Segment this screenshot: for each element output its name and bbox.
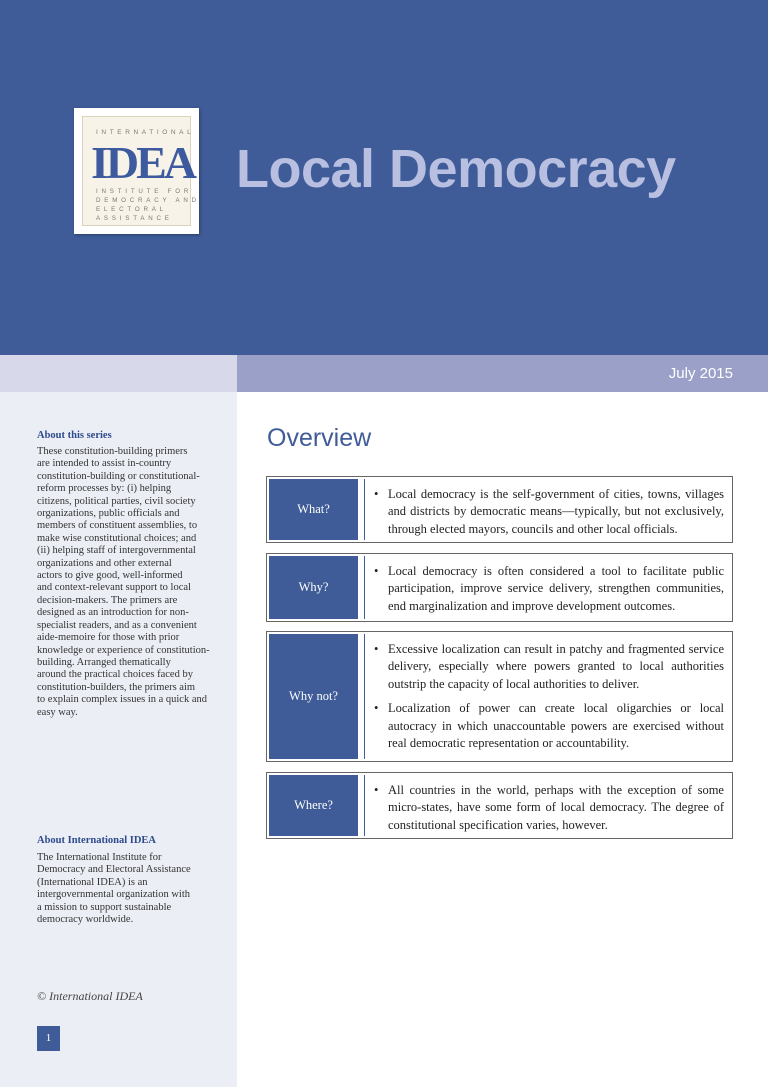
sidebar-text-line: and context-relevant support to local xyxy=(37,582,191,594)
sidebar-text-line: knowledge or experience of constitution- xyxy=(37,644,210,656)
sidebar-text-line: The International Institute for xyxy=(37,852,162,863)
row-label: Where? xyxy=(269,775,358,836)
header-banner xyxy=(0,0,768,355)
sidebar-text-line: decision-makers. The primers are xyxy=(37,594,178,606)
copyright: © International IDEA xyxy=(37,989,143,1003)
row-content xyxy=(364,479,730,540)
sidebar-text-line: members of constituent assemblies, to xyxy=(37,520,198,532)
sidebar-text-line: constitution-builders, the primers aim xyxy=(37,681,196,693)
row-label: What? xyxy=(269,479,358,540)
sidebar-text-line: democracy worldwide. xyxy=(37,914,134,926)
sidebar-text-line: specialist readers, and as a convenient xyxy=(37,619,197,631)
sidebar xyxy=(0,392,237,1087)
sidebar-text-line: citizens, political parties, civil society xyxy=(37,495,196,507)
logo-line-2: DEMOCRACY AND xyxy=(96,197,200,204)
sidebar-text-line: intergovernmental organization with xyxy=(37,889,190,901)
row-label: Why not? xyxy=(269,634,358,759)
bullet-text: • Local democracy is the self-government of cities, towns, villages and districts by democratic means—typically, but not exclusively, through elected mayors, councils and other local officials. xyxy=(372,486,724,538)
series-description xyxy=(37,446,227,719)
sidebar-text-line: constitution-building or constitutional- xyxy=(37,470,200,482)
sidebar-text-line: building. Arranged thematically xyxy=(37,656,171,668)
sidebar-text-line: aide-memoire for those with prior xyxy=(37,632,180,644)
logo-line-3: ELECTORAL xyxy=(96,206,167,213)
sidebar-text-line: organizations and other external xyxy=(37,557,172,569)
date-band-left xyxy=(0,355,237,392)
sidebar-text-line: These constitution-building primers xyxy=(37,446,188,457)
series-heading: About this series xyxy=(37,430,112,441)
logo-international: INTERNATIONAL xyxy=(96,129,195,136)
bullet-text: • All countries in the world, perhaps with the exception of some micro-states, have some form of local democracy. The degree of constitutional specification varies, however. xyxy=(372,782,724,834)
sidebar-text-line: (International IDEA) is an xyxy=(37,876,148,888)
logo-panel xyxy=(82,116,200,226)
sidebar-text-line: are intended to assist in-country xyxy=(37,458,172,470)
date-band xyxy=(237,355,768,392)
sidebar-text-line: actors to give good, well-informed xyxy=(37,570,183,582)
bullet-text: • Localization of power can create local oligarchies or local autocracy in which unaccountable powers are exercised without real democratic representation or accountability. xyxy=(372,700,724,752)
publication-date: July 2015 xyxy=(668,365,733,382)
row-content xyxy=(364,634,730,759)
sidebar-text-line: around the practical choices faced by xyxy=(37,669,193,681)
overview-row-why-not xyxy=(266,631,733,762)
overview-heading: Overview xyxy=(267,424,372,452)
sidebar-text-line: reform processes by: (i) helping xyxy=(37,483,172,495)
logo-line-4: ASSISTANCE xyxy=(96,215,173,222)
logo-idea-wordmark: IDEA xyxy=(91,137,195,188)
bullet-text: • Local democracy is often considered a tool to facilitate public participation, improve service delivery, strengthen communities, end marginalization and improve development outcomes. xyxy=(372,563,724,615)
sidebar-text-line: a mission to support sustainable xyxy=(37,901,172,913)
overview-row-what xyxy=(266,476,733,543)
sidebar-text-line: make wise constitutional choices; and xyxy=(37,532,197,544)
sidebar-text-line: easy way. xyxy=(37,706,78,718)
row-content xyxy=(364,556,730,619)
row-label: Why? xyxy=(269,556,358,619)
sidebar-text-line: organizations, public officials and xyxy=(37,508,180,520)
logo-line-1: INSTITUTE FOR xyxy=(96,188,193,195)
row-content xyxy=(364,775,730,836)
sidebar-text-line: designed as an introduction for non- xyxy=(37,607,189,619)
idea-description xyxy=(37,852,227,926)
sidebar-text-line: Democracy and Electoral Assistance xyxy=(37,864,191,876)
sidebar-text-line: to explain complex issues in a quick and xyxy=(37,694,208,706)
idea-heading: About International IDEA xyxy=(37,835,157,846)
overview-row-where xyxy=(266,772,733,839)
sidebar-text-line: (ii) helping staff of intergovernmental xyxy=(37,545,196,557)
document-title: Local Democracy xyxy=(236,139,676,199)
overview-row-why xyxy=(266,553,733,622)
page-number: 1 xyxy=(37,1026,60,1051)
bullet-text: • Excessive localization can result in patchy and fragmented service delivery, especially where powers granted to local authorities outstrip the capacity of local authorities to deliver. xyxy=(372,641,724,693)
idea-logo xyxy=(74,108,199,234)
